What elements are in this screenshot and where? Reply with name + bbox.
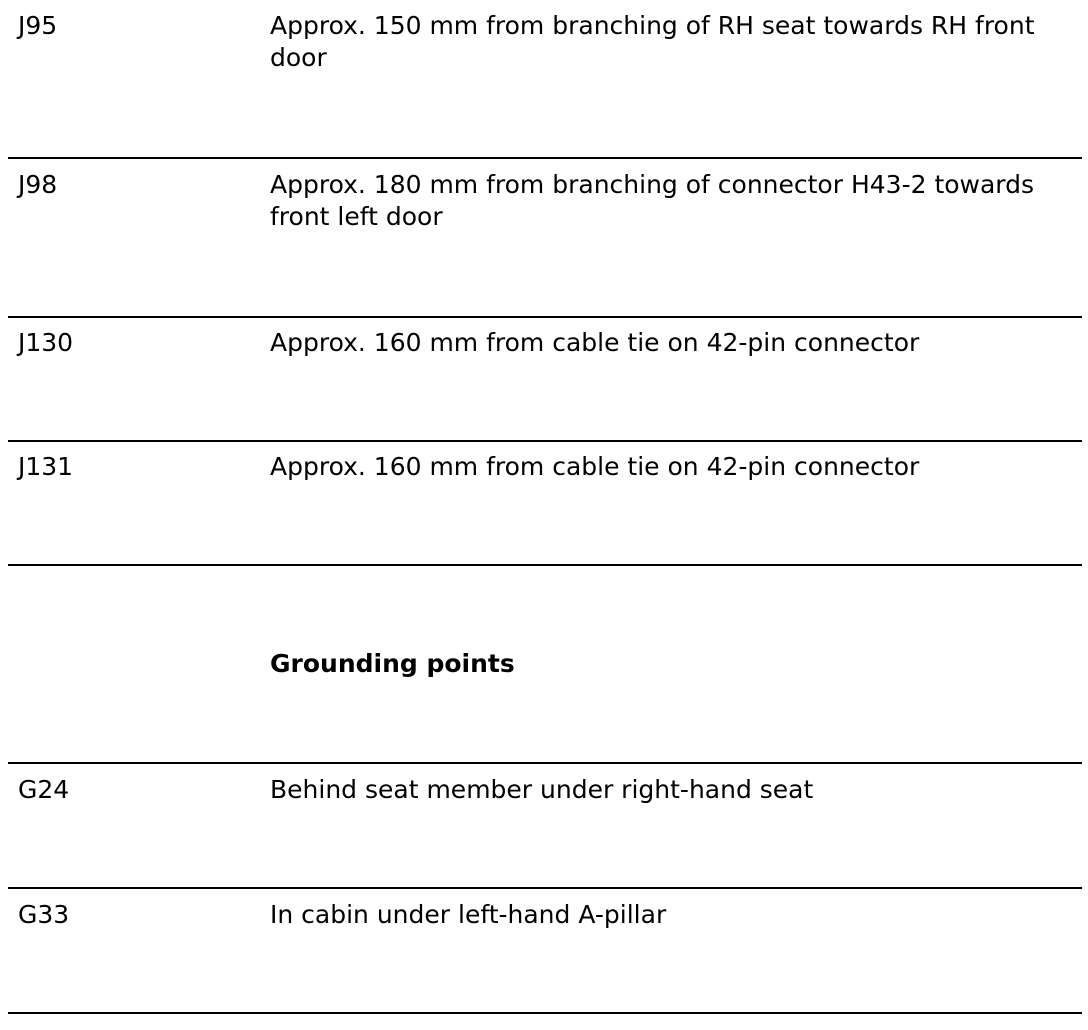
row-divider: [8, 887, 1082, 889]
row-divider: [8, 564, 1082, 566]
row-code: J131: [18, 452, 74, 481]
row-description: Approx. 160 mm from cable tie on 42-pin connector: [270, 452, 920, 481]
row-divider: [8, 440, 1082, 442]
row-description: Approx. 160 mm from cable tie on 42-pin connector: [270, 328, 920, 357]
row-code: J130: [18, 328, 74, 357]
row-description: In cabin under left-hand A-pillar: [270, 900, 667, 929]
row-divider: [8, 1012, 1082, 1014]
row-code: J95: [18, 11, 58, 40]
row-code: J98: [18, 170, 58, 199]
row-description: Approx. 180 mm from branching of connector H43-2 towards front left door: [270, 170, 1035, 231]
row-divider: [8, 762, 1082, 764]
row-divider: [8, 316, 1082, 318]
section-heading: Grounding points: [270, 649, 515, 678]
row-code: G24: [18, 775, 70, 804]
row-description: Behind seat member under right-hand seat: [270, 775, 814, 804]
row-code: G33: [18, 900, 70, 929]
row-divider: [8, 157, 1082, 159]
row-description: Approx. 150 mm from branching of RH seat towards RH front door: [270, 11, 1035, 72]
